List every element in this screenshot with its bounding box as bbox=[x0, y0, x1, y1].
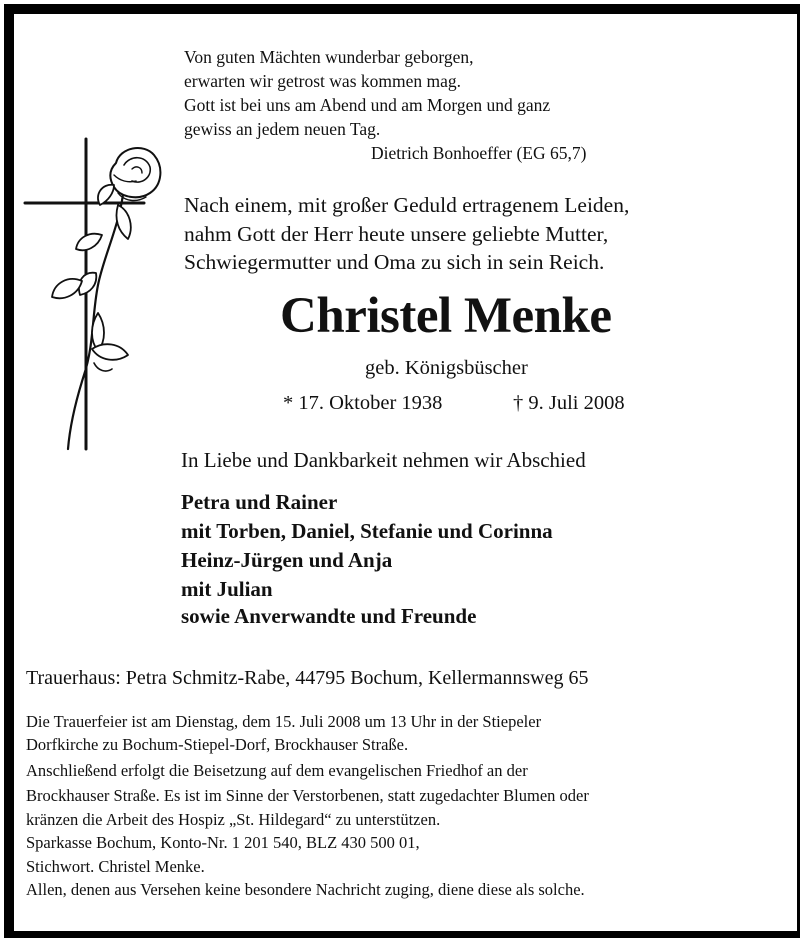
poem-attribution: Dietrich Bonhoeffer (EG 65,7) bbox=[371, 143, 587, 163]
info-line: Anschließend erfolgt die Beisetzung auf dem evangelischen Friedhof an der bbox=[26, 761, 528, 780]
info-line: Brockhauser Straße. Es ist im Sinne der Verstorbenen, statt zugedachter Blumen oder bbox=[26, 786, 589, 805]
family-line: mit Torben, Daniel, Stefanie und Corinna bbox=[181, 519, 553, 543]
farewell-line: In Liebe und Dankbarkeit nehmen wir Abschied bbox=[181, 448, 586, 472]
info-line: Dorfkirche zu Bochum-Stiepel-Dorf, Brockhauser Straße. bbox=[26, 735, 409, 754]
poem-line: Gott ist bei uns am Abend und am Morgen und ganz bbox=[184, 95, 551, 115]
poem-line: Von guten Mächten wunderbar geborgen, bbox=[184, 47, 474, 67]
deceased-name: Christel Menke bbox=[280, 288, 612, 344]
family-line: Heinz-Jürgen und Anja bbox=[181, 548, 393, 572]
birth-name: geb. Königsbüscher bbox=[365, 357, 528, 379]
birth-date: * 17. Oktober 1938 bbox=[283, 392, 443, 414]
family-line: mit Julian bbox=[181, 577, 273, 601]
mourning-house: Trauerhaus: Petra Schmitz-Rabe, 44795 Bochum, Kellermannsweg 65 bbox=[26, 667, 589, 689]
family-line: Petra und Rainer bbox=[181, 490, 338, 514]
info-line: Sparkasse Bochum, Konto-Nr. 1 201 540, BLZ 430 500 01, bbox=[26, 833, 420, 852]
info-line: Allen, denen aus Versehen keine besondere Nachricht zuging, diene diese als solche. bbox=[26, 880, 585, 899]
poem-line: erwarten wir getrost was kommen mag. bbox=[184, 71, 462, 91]
info-line: Stichwort. Christel Menke. bbox=[26, 857, 205, 876]
poem-line: gewiss an jedem neuen Tag. bbox=[184, 119, 381, 139]
death-date: † 9. Juli 2008 bbox=[513, 392, 625, 414]
family-line: sowie Anverwandte und Freunde bbox=[181, 604, 477, 628]
intro-line: Nach einem, mit großer Geduld ertragenem Leiden, bbox=[184, 193, 630, 217]
info-line: kränzen die Arbeit des Hospiz „St. Hildegard“ zu unterstützen. bbox=[26, 810, 441, 829]
intro-line: Schwiegermutter und Oma zu sich in sein Reich. bbox=[184, 250, 605, 274]
cross-with-rose-icon bbox=[20, 135, 165, 455]
intro-line: nahm Gott der Herr heute unsere geliebte Mutter, bbox=[184, 222, 609, 246]
info-line: Die Trauerfeier ist am Dienstag, dem 15. Juli 2008 um 13 Uhr in der Stiepeler bbox=[26, 712, 542, 731]
